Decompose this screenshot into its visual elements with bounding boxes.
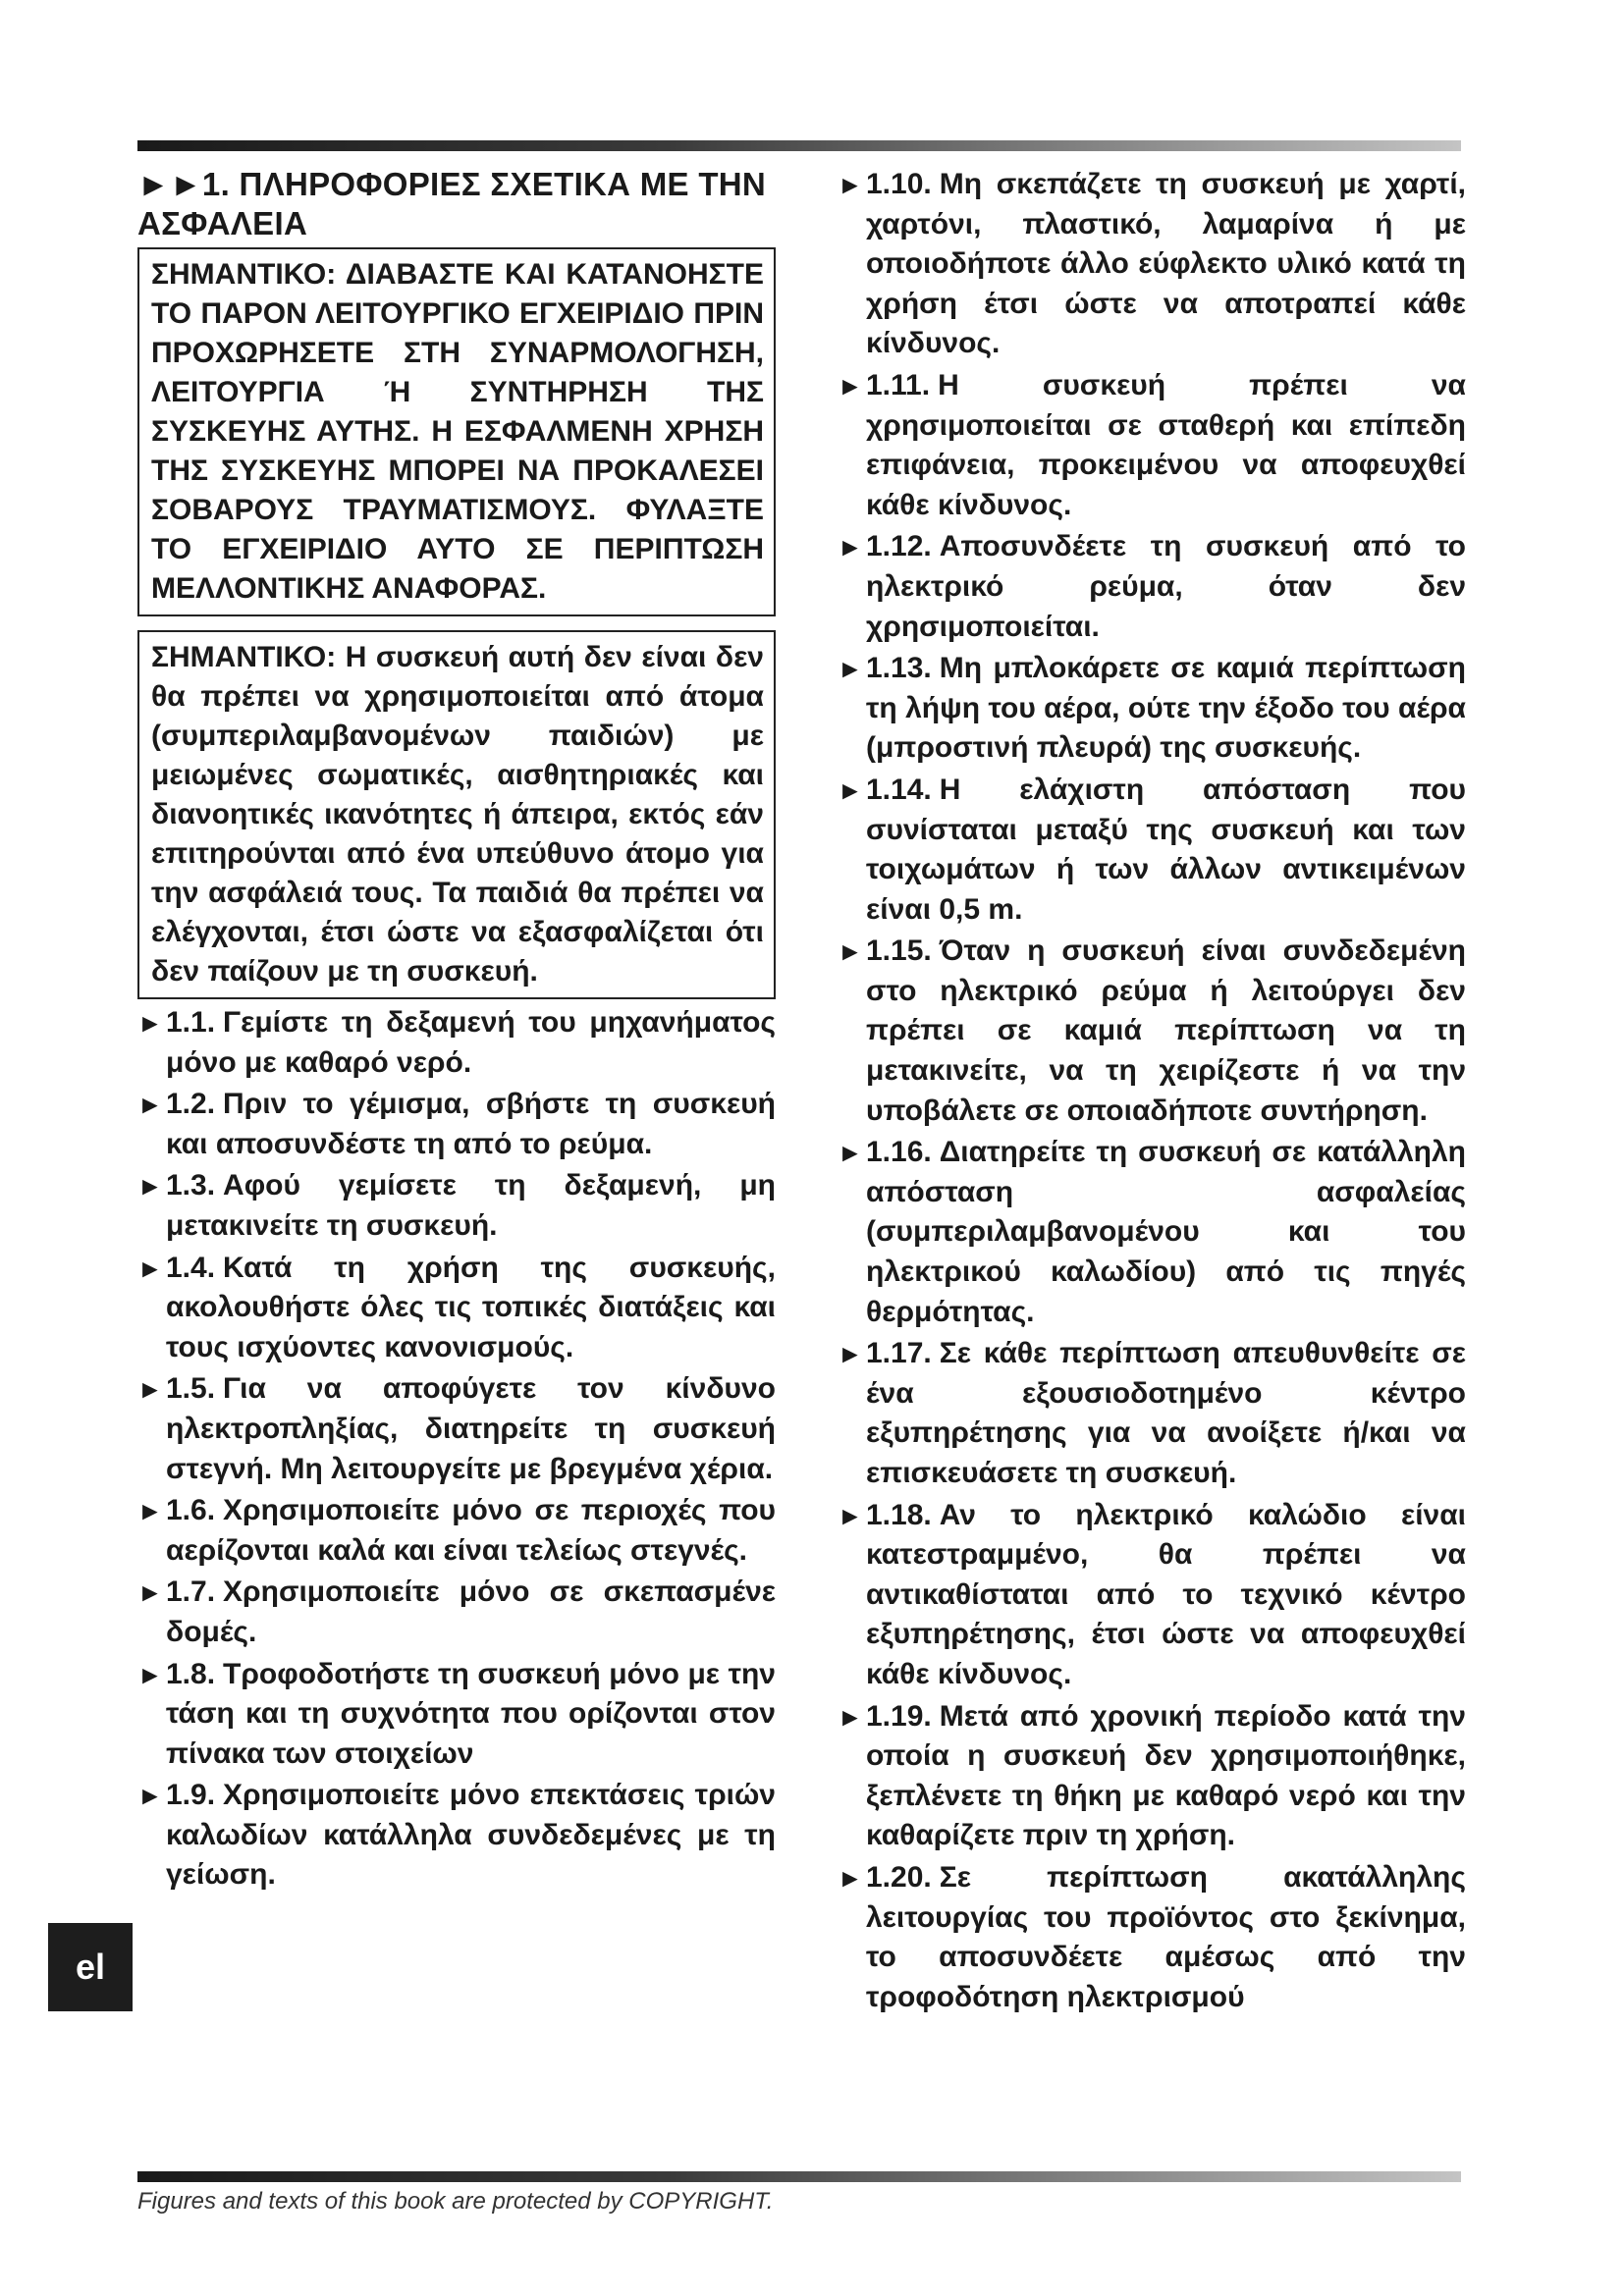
item-number: 1.15. xyxy=(866,934,932,968)
left-column xyxy=(137,165,776,1897)
item-number: 1.13. xyxy=(866,652,932,685)
item-text: Η ελάχιστη απόσταση που συνίσταται μεταξύ της συσκευή και των τοιχωμάτων ή των άλλων αντικειμένων είναι 0,5 m. xyxy=(866,773,1466,926)
bullet-arrow-icon: ► xyxy=(838,1339,863,1369)
bullet-arrow-icon: ► xyxy=(137,1008,163,1038)
bottom-rule xyxy=(137,2171,1461,2182)
item-text: Χρησιμοποιείτε μόνο σε περιοχές που αερίζονται καλά και είναι τελείως στεγνές. xyxy=(166,1494,776,1567)
item-text: Αποσυνδέετε τη συσκευή από το ηλεκτρικό ρεύμα, όταν δεν χρησιμοποιείται. xyxy=(866,530,1466,643)
bullet-arrow-icon: ► xyxy=(838,1138,863,1168)
safety-item xyxy=(137,1085,776,1164)
safety-item xyxy=(838,1496,1466,1695)
item-text: Χρησιμοποιείτε μόνο επεκτάσεις τριών καλωδίων κατάλληλα συνδεδεμένες με τη γείωση. xyxy=(166,1779,776,1892)
bullet-arrow-icon: ► xyxy=(137,1253,163,1283)
bullet-arrow-icon: ► xyxy=(838,1500,863,1530)
item-number: 1.8. xyxy=(166,1657,216,1690)
item-number: 1.7. xyxy=(166,1575,216,1609)
item-number: 1.14. xyxy=(866,773,932,806)
safety-item xyxy=(137,1655,776,1775)
item-number: 1.11. xyxy=(866,368,931,401)
item-text: Αν το ηλεκτρικό καλώδιο είναι κατεστραμμένο, θα πρέπει να αντικαθίσταται από το τεχνικό κέντρο εξυπηρέτησης, έτσι ώστε να αποφευχθεί κάθε κίνδυνος. xyxy=(866,1498,1466,1690)
item-text: Χρησιμοποιείτε μόνο σε σκεπασμένε δομές. xyxy=(166,1575,776,1648)
safety-item xyxy=(137,1491,776,1571)
safety-item xyxy=(838,165,1466,364)
bullet-arrow-icon: ► xyxy=(838,654,863,684)
safety-item xyxy=(838,1858,1466,2017)
safety-item xyxy=(838,771,1466,930)
item-number: 1.18. xyxy=(866,1498,932,1531)
bullet-arrow-icon: ► xyxy=(838,1862,863,1893)
safety-item xyxy=(838,527,1466,647)
item-text: Γεμίστε τη δεξαμενή του μηχανήματος μόνο με καθαρό νερό. xyxy=(166,1006,776,1079)
bullet-arrow-icon: ► xyxy=(838,774,863,805)
important-notice-children: ΣΗΜΑΝΤΙΚΟ: Η συσκευή αυτή δεν είναι δεν θα πρέπει να χρησιμοποιείται από άτομα (συμπεριλαμβανομένων παιδιών) με μειωμένες σωματικές, αισθητηριακές και διανοητικές ικανότητες ή άπειρα, εκτός εάν επιτηρούνται από ένα υπεύθυνο άτομο για την ασφάλειά τους. Τα παιδιά θα πρέπει να ελέγχονται, έτσι ώστε να εξασφαλίζεται ότι δεν παίζουν με τη συσκευή. xyxy=(137,630,776,999)
item-text: Μετά από χρονική περίοδο κατά την οποία η συσκευή δεν χρησιμοποιήθηκε, ξεπλένετε τη θήκη με καθαρό νερό και την καθαρίζετε πριν τη χρήση. xyxy=(866,1699,1466,1852)
bullet-arrow-icon: ► xyxy=(137,1577,163,1608)
bullet-arrow-icon: ► xyxy=(137,1374,163,1405)
safety-item xyxy=(137,1166,776,1246)
item-number: 1.5. xyxy=(166,1372,216,1406)
item-text: Σε περίπτωση ακατάλληλης λειτουργίας του προϊόντος στο ξεκίνημα, το αποσυνδέετε αμέσως από την τροφοδότηση ηλεκτρισμού xyxy=(866,1860,1466,2013)
bullet-arrow-icon: ► xyxy=(838,370,863,400)
item-text: Τροφοδοτήστε τη συσκευή μόνο με την τάση και τη συχνότητα που ορίζονται στον πίνακα των στοιχείων xyxy=(166,1657,776,1770)
important-notice-caps: ΣΗΜΑΝΤΙΚΟ: ΔΙΑΒΑΣΤΕ ΚΑΙ ΚΑΤΑΝΟΗΣΤΕ ΤΟ ΠΑΡΟΝ ΛΕΙΤΟΥΡΓΙΚΟ ΕΓΧΕΙΡΙΔΙΟ ΠΡΙΝ ΠΡΟΧΩΡΗΣΕΤΕ ΣΤΗ ΣΥΝΑΡΜΟΛΟΓΗΣΗ, ΛΕΙΤΟΥΡΓΙΑ Ή ΣΥΝΤΗΡΗΣΗ ΤΗΣ ΣΥΣΚΕΥΗΣ ΑΥΤΗΣ. Η ΕΣΦΑΛΜΕΝΗ ΧΡΗΣΗ ΤΗΣ ΣΥΣΚΕΥΗΣ ΜΠΟΡΕΙ ΝΑ ΠΡΟΚΑΛΕΣΕΙ ΣΟΒΑΡΟΥΣ ΤΡΑΥΜΑΤΙΣΜΟΥΣ. ΦΥΛΑΞΤΕ ΤΟ ΕΓΧΕΙΡΙΔΙΟ ΑΥΤΟ ΣΕ ΠΕΡΙΠΤΩΣΗ ΜΕΛΛΟΝΤΙΚΗΣ ΑΝΑΦΟΡΑΣ. xyxy=(137,247,776,616)
item-number: 1.9. xyxy=(166,1779,216,1812)
item-number: 1.6. xyxy=(166,1494,216,1527)
safety-list-right xyxy=(838,165,1466,2017)
section-title: ►►1. ΠΛΗΡΟΦΟΡΙΕΣ ΣΧΕΤΙΚΑ ΜΕ ΤΗΝ ΑΣΦΑΛΕΙΑ xyxy=(137,166,767,241)
item-text: Πριν το γέμισμα, σβήστε τη συσκευή και αποσυνδέστε τη από το ρεύμα. xyxy=(166,1088,776,1160)
bullet-arrow-icon: ► xyxy=(838,936,863,967)
item-text: Για να αποφύγετε τον κίνδυνο ηλεκτροπληξίας, διατηρείτε τη συσκευή στεγνή. Μη λειτουργείτε με βρεγμένα χέρια. xyxy=(166,1372,776,1485)
item-number: 1.16. xyxy=(866,1136,932,1169)
safety-item xyxy=(838,1334,1466,1493)
item-number: 1.4. xyxy=(166,1251,216,1284)
top-rule xyxy=(137,140,1461,151)
right-column xyxy=(838,165,1466,2019)
item-number: 1.12. xyxy=(866,530,932,563)
item-text: Κατά τη χρήση της συσκευής, ακολουθήστε όλες τις τοπικές διατάξεις και τους ισχύοντες κανονισμούς. xyxy=(166,1251,776,1363)
bullet-arrow-icon: ► xyxy=(137,1781,163,1811)
item-text: Η συσκευή πρέπει να χρησιμοποιείται σε σταθερή και επίπεδη επιφάνεια, προκειμένου να αποφευχθεί κάθε κίνδυνος. xyxy=(866,368,1466,521)
safety-item xyxy=(838,366,1466,525)
safety-item xyxy=(838,1697,1466,1856)
safety-item xyxy=(137,1003,776,1083)
bullet-arrow-icon: ► xyxy=(137,1659,163,1689)
item-text: Διατηρείτε τη συσκευή σε κατάλληλη απόσταση ασφαλείας (συμπεριλαμβανομένου και του ηλεκτρικού καλωδίου) από τις πηγές θερμότητας. xyxy=(866,1136,1466,1328)
safety-item xyxy=(137,1249,776,1368)
safety-item xyxy=(137,1369,776,1489)
bullet-arrow-icon: ► xyxy=(137,1090,163,1120)
item-number: 1.20. xyxy=(866,1860,932,1894)
item-number: 1.17. xyxy=(866,1337,932,1370)
item-text: Μη σκεπάζετε τη συσκευή με χαρτί, χαρτόνι, πλαστικό, λαμαρίνα ή με οποιοδήποτε άλλο εύφλεκτο υλικό κατά τη χρήση έτσι ώστε να αποτραπεί κάθε κίνδυνος. xyxy=(866,168,1466,360)
bullet-arrow-icon: ► xyxy=(838,532,863,562)
item-number: 1.1. xyxy=(166,1006,216,1039)
item-text: Μη μπλοκάρετε σε καμιά περίπτωση τη λήψη του αέρα, ούτε την έξοδο του αέρα (μπροστινή πλευρά) της συσκευής. xyxy=(866,652,1466,765)
copyright-footer: Figures and texts of this book are protected by COPYRIGHT. xyxy=(137,2188,774,2215)
safety-list-left xyxy=(137,1003,776,1896)
bullet-arrow-icon: ► xyxy=(137,1496,163,1526)
safety-item xyxy=(838,932,1466,1131)
bullet-arrow-icon: ► xyxy=(838,170,863,199)
item-text: Σε κάθε περίπτωση απευθυνθείτε σε ένα εξουσιοδοτημένο κέντρο εξυπηρέτησης για να ανοίξετε ή/και να επισκευάσετε τη συσκευή. xyxy=(866,1337,1466,1489)
item-number: 1.19. xyxy=(866,1699,932,1733)
safety-item xyxy=(838,1133,1466,1332)
bullet-arrow-icon: ► xyxy=(137,1171,163,1201)
bullet-arrow-icon: ► xyxy=(838,1701,863,1732)
item-number: 1.10. xyxy=(866,168,932,200)
language-tab: el xyxy=(48,1923,133,2011)
safety-item xyxy=(838,649,1466,769)
item-text: Όταν η συσκευή είναι συνδεδεμένη στο ηλεκτρικό ρεύμα ή λειτούργει δεν πρέπει σε καμιά περίπτωση να τη μετακινείτε, να τη χειρίζεστε ή να την υποβάλετε σε οποιαδήποτε συντήρηση. xyxy=(866,934,1466,1127)
item-number: 1.2. xyxy=(166,1088,216,1121)
item-number: 1.3. xyxy=(166,1169,216,1202)
item-text: Αφού γεμίσετε τη δεξαμενή, μη μετακινείτε τη συσκευή. xyxy=(166,1169,776,1242)
safety-item xyxy=(137,1776,776,1896)
safety-item xyxy=(137,1573,776,1652)
